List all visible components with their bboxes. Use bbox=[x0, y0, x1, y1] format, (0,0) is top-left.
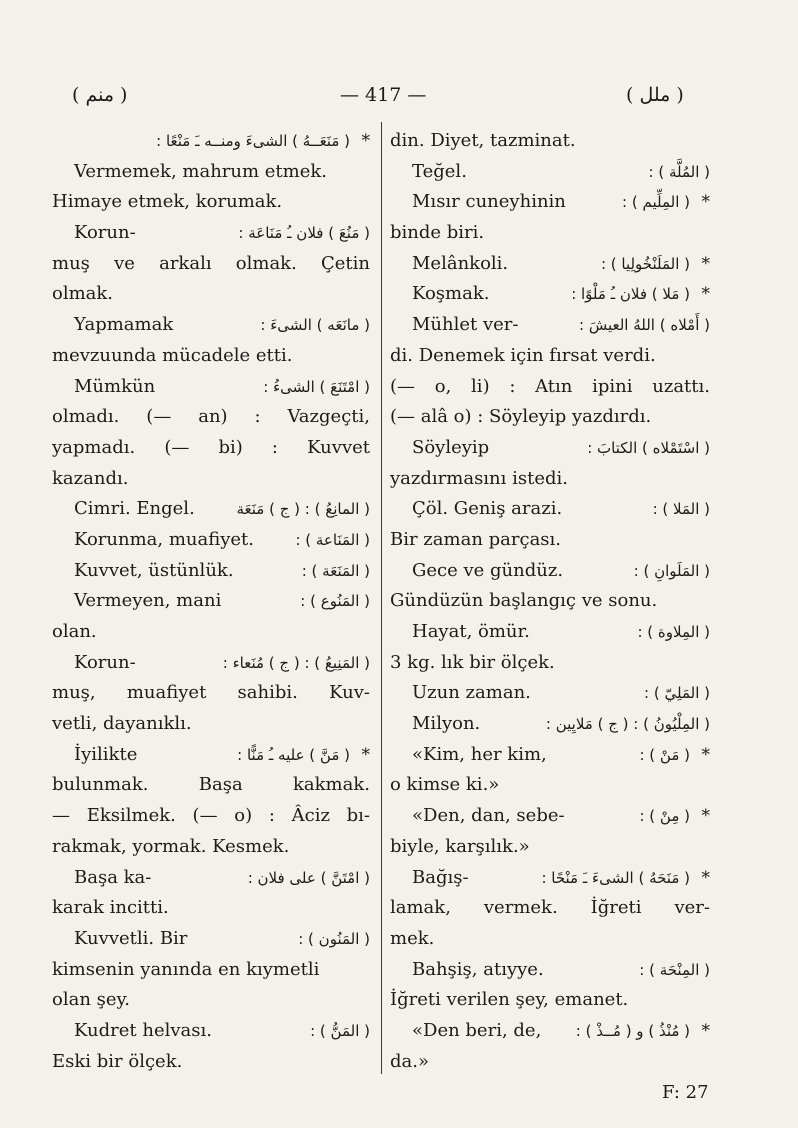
entry-line bbox=[52, 341, 370, 372]
arabic-headword: ( مَنَحَهُ ) الشیءَ ـَ مَنْحًا : bbox=[541, 868, 690, 887]
turkish-text: rakmak, yormak. Kesmek. bbox=[52, 835, 290, 857]
turkish-text: Mühlet ver- bbox=[412, 314, 519, 336]
turkish-text: Kuvvetli. Bir bbox=[74, 927, 188, 949]
turkish-text: Kudret helvası. bbox=[74, 1019, 212, 1041]
entry-line bbox=[390, 770, 710, 801]
turkish-text: (— alâ o) : Söyleyip yazdırdı. bbox=[390, 406, 652, 428]
entry-line bbox=[52, 525, 370, 556]
arabic-headword: ( مَنْ ) : bbox=[639, 745, 690, 764]
arabic-headword: ( مَنَعَــهُ ) الشیءَ ومنــه ـَ مَنْعًا : bbox=[156, 132, 350, 150]
turkish-text: Hayat, ömür. bbox=[412, 621, 530, 642]
turkish-text: Korun- bbox=[74, 222, 136, 244]
entry-line bbox=[52, 832, 370, 863]
entry-line bbox=[390, 218, 710, 249]
turkish-text: (— o, li) : Atın ipini uzattı. bbox=[390, 375, 710, 397]
root-marker-icon: * bbox=[701, 867, 710, 888]
arabic-headword: ( المَلَوانِ ) : bbox=[633, 561, 710, 580]
root-marker-icon: * bbox=[701, 192, 710, 213]
root-marker-icon: * bbox=[701, 284, 710, 305]
turkish-text: olan şey. bbox=[52, 989, 131, 1011]
entry-line bbox=[390, 863, 710, 894]
entry-line bbox=[52, 556, 370, 587]
entry-line bbox=[390, 1016, 710, 1047]
entry-line bbox=[390, 586, 710, 617]
turkish-text: muş, muafiyet sahibi. Kuv- bbox=[52, 682, 370, 704]
entry-line bbox=[390, 372, 710, 403]
entry-line bbox=[52, 648, 370, 679]
arabic-headword: ( المَنَعَة ) : bbox=[301, 561, 370, 580]
turkish-text: karak incitti. bbox=[52, 897, 169, 919]
page-number: — 417 — bbox=[340, 84, 427, 106]
entry-line bbox=[390, 310, 710, 341]
entry-line bbox=[52, 433, 370, 464]
entry-line bbox=[52, 709, 370, 740]
turkish-text: Bahşiş, atıyye. bbox=[412, 958, 544, 980]
header-right-keyword: ( ملل ) bbox=[626, 84, 684, 106]
page-header bbox=[0, 84, 798, 114]
root-marker-icon: * bbox=[361, 744, 370, 765]
turkish-text: Korun- bbox=[74, 651, 136, 673]
root-marker-icon: * bbox=[361, 131, 370, 151]
turkish-text: vetli, dayanıklı. bbox=[52, 713, 192, 735]
arabic-headword: ( المَلا ) : bbox=[652, 500, 710, 519]
entry-line bbox=[52, 955, 370, 986]
root-marker-icon: * bbox=[701, 806, 710, 827]
header-left-keyword: ( منم ) bbox=[72, 84, 128, 106]
turkish-text: Eski bir ölçek. bbox=[52, 1050, 183, 1072]
entry-line bbox=[390, 709, 710, 740]
entry-line bbox=[52, 464, 370, 495]
arabic-headword: ( المَلَنْخُولِیا ) : bbox=[600, 254, 690, 273]
arabic-headword: ( مانَعَه ) الشیءَ : bbox=[260, 316, 370, 335]
turkish-text: Mısır cuneyhinin bbox=[412, 191, 566, 213]
entry-line bbox=[390, 187, 710, 218]
turkish-text: — Eksilmek. (— o) : Âciz bı- bbox=[52, 805, 370, 827]
entry-line bbox=[390, 433, 710, 464]
entry-line bbox=[390, 955, 710, 986]
entry-line bbox=[390, 249, 710, 280]
turkish-text: Vermemek, mahrum etmek. bbox=[74, 160, 328, 182]
arabic-headword: ( مَنَّ ) علیه ـُ مَنًّا : bbox=[237, 745, 350, 764]
arabic-headword: ( المَنِيعُ ) : ( ج ) مُنَعاء : bbox=[222, 653, 370, 672]
turkish-text: Teğel. bbox=[412, 160, 467, 182]
turkish-text: bulunmak. Başa kakmak. bbox=[52, 774, 370, 796]
entry-line bbox=[52, 372, 370, 403]
turkish-text: Vermeyen, mani bbox=[74, 590, 222, 612]
turkish-text: Gece ve gündüz. bbox=[412, 559, 564, 581]
entry-line bbox=[52, 157, 370, 188]
turkish-text: İğreti verilen şey, emanet. bbox=[390, 989, 629, 1011]
turkish-text: «Den, dan, sebe- bbox=[412, 805, 565, 827]
turkish-text: Cimri. Engel. bbox=[74, 498, 195, 520]
signature-mark: F: 27 bbox=[662, 1082, 709, 1103]
entry-line bbox=[390, 893, 710, 924]
turkish-text: biyle, karşılık.» bbox=[390, 835, 530, 857]
turkish-text: yazdırmasını istedi. bbox=[390, 467, 569, 489]
turkish-text: Başa ka- bbox=[74, 866, 152, 888]
entry-line bbox=[390, 157, 710, 188]
turkish-text: lamak, vermek. İğreti ver- bbox=[390, 897, 710, 919]
turkish-text: din. Diyet, tazminat. bbox=[390, 130, 576, 151]
turkish-text: da.» bbox=[390, 1050, 429, 1072]
turkish-text: Milyon. bbox=[412, 713, 481, 735]
entry-line bbox=[390, 924, 710, 955]
turkish-text: muş ve arkalı olmak. Çetin bbox=[52, 252, 370, 274]
entry-line bbox=[52, 1016, 370, 1047]
turkish-text: olmak. bbox=[52, 283, 114, 305]
turkish-text: mek. bbox=[390, 927, 435, 949]
entry-line bbox=[52, 863, 370, 894]
entry-line bbox=[52, 801, 370, 832]
arabic-headword: ( المَنُوع ) : bbox=[300, 592, 370, 611]
turkish-text: Koşmak. bbox=[412, 283, 490, 305]
arabic-headword: ( أَمْلاه ) اللهُ العیشَ : bbox=[579, 316, 710, 335]
entry-line bbox=[390, 801, 710, 832]
arabic-headword: ( المِلْيُونُ ) : ( ج ) مَلايِين : bbox=[545, 715, 710, 734]
arabic-headword: ( مُنْذُ ) و ( مُــذْ ) : bbox=[575, 1021, 690, 1040]
entry-line bbox=[52, 985, 370, 1016]
turkish-text: Uzun zaman. bbox=[412, 682, 531, 704]
entry-line bbox=[390, 556, 710, 587]
entry-line bbox=[390, 678, 710, 709]
turkish-text: yapmadı. (— bi) : Kuvvet bbox=[52, 436, 370, 458]
turkish-text: Söyleyip bbox=[412, 436, 490, 458]
turkish-text: binde biri. bbox=[390, 222, 485, 244]
entry-line bbox=[390, 279, 710, 310]
root-marker-icon: * bbox=[701, 253, 710, 274]
turkish-text: mevzuunda mücadele etti. bbox=[52, 344, 293, 366]
arabic-headword: ( المَلِيّ ) : bbox=[644, 684, 710, 703]
entry-line bbox=[52, 249, 370, 280]
arabic-headword: ( المِلاوة ) : bbox=[637, 623, 710, 641]
entry-line bbox=[52, 617, 370, 648]
arabic-headword: ( مِنْ ) : bbox=[639, 807, 690, 826]
turkish-text: Çöl. Geniş arazi. bbox=[412, 498, 563, 520]
entry-line bbox=[52, 586, 370, 617]
arabic-headword: ( امْتَنَعَ ) الشیءُ : bbox=[263, 377, 370, 396]
turkish-text: Bağış- bbox=[412, 866, 469, 888]
column-divider bbox=[381, 122, 382, 1074]
turkish-text: Yapmamak bbox=[74, 314, 174, 336]
entry-line bbox=[390, 985, 710, 1016]
arabic-headword: ( المِلِّيم ) : bbox=[622, 193, 690, 212]
turkish-text: «Den beri, de, bbox=[412, 1019, 542, 1041]
entry-line bbox=[390, 494, 710, 525]
turkish-text: Korunma, muafiyet. bbox=[74, 528, 255, 550]
arabic-headword: ( المَنَاعة ) : bbox=[295, 530, 370, 549]
entry-line bbox=[390, 617, 710, 648]
turkish-text: İyilikte bbox=[74, 743, 138, 765]
entry-line bbox=[390, 126, 710, 157]
arabic-headword: ( مَلا ) فلان ـُ مَلْوًا : bbox=[571, 285, 690, 304]
entry-line bbox=[52, 494, 370, 525]
turkish-text: olmadı. (— an) : Vazgeçti, bbox=[52, 406, 370, 428]
entry-line bbox=[390, 402, 710, 433]
entry-line bbox=[390, 464, 710, 495]
entry-line bbox=[52, 279, 370, 310]
entry-line bbox=[390, 832, 710, 863]
turkish-text: 3 kg. lık bir ölçek. bbox=[390, 651, 555, 673]
right-column bbox=[390, 126, 710, 1077]
entry-line bbox=[52, 126, 370, 157]
turkish-text: kazandı. bbox=[52, 467, 129, 489]
left-column bbox=[52, 126, 370, 1077]
root-marker-icon: * bbox=[701, 1020, 710, 1041]
arabic-headword: ( المَنُّ ) : bbox=[310, 1021, 370, 1040]
entry-line bbox=[52, 402, 370, 433]
entry-line bbox=[52, 310, 370, 341]
turkish-text: Mümkün bbox=[74, 375, 156, 397]
turkish-text: Bir zaman parçası. bbox=[390, 528, 562, 550]
entry-line bbox=[390, 1047, 710, 1078]
entry-line bbox=[390, 648, 710, 679]
arabic-headword: ( المُلَّة ) : bbox=[648, 162, 710, 181]
entry-line bbox=[52, 218, 370, 249]
entry-line bbox=[52, 770, 370, 801]
arabic-headword: ( المِنْحَة ) : bbox=[639, 960, 710, 979]
entry-line bbox=[52, 1047, 370, 1078]
arabic-headword: ( امْتَنَّ ) علی فلان : bbox=[247, 868, 370, 887]
arabic-headword: ( اسْتَمْلاه ) الكتابَ : bbox=[587, 438, 710, 457]
entry-line bbox=[390, 740, 710, 771]
turkish-text: Melânkoli. bbox=[412, 252, 509, 274]
entry-line bbox=[52, 187, 370, 218]
entry-line bbox=[390, 525, 710, 556]
entry-line bbox=[390, 341, 710, 372]
turkish-text: Himaye etmek, korumak. bbox=[52, 191, 283, 213]
arabic-headword: ( المَنُون ) : bbox=[298, 929, 370, 948]
turkish-text: Kuvvet, üstünlük. bbox=[74, 559, 234, 581]
arabic-headword: ( المانِعُ ) : ( ج ) مَنَعَة bbox=[236, 500, 370, 519]
entry-line bbox=[52, 893, 370, 924]
root-marker-icon: * bbox=[701, 744, 710, 765]
turkish-text: Gündüzün başlangıç ve sonu. bbox=[390, 590, 658, 612]
turkish-text: «Kim, her kim, bbox=[412, 743, 547, 765]
turkish-text: di. Denemek için fırsat verdi. bbox=[390, 344, 656, 366]
turkish-text: o kimse ki.» bbox=[390, 774, 500, 796]
turkish-text: kimsenin yanında en kıymetli bbox=[52, 958, 320, 980]
turkish-text: olan. bbox=[52, 621, 97, 642]
entry-line bbox=[52, 678, 370, 709]
arabic-headword: ( مَنُعَ ) فلان ـُ مَنَاعَة : bbox=[238, 224, 370, 243]
entry-line bbox=[52, 740, 370, 771]
entry-line bbox=[52, 924, 370, 955]
